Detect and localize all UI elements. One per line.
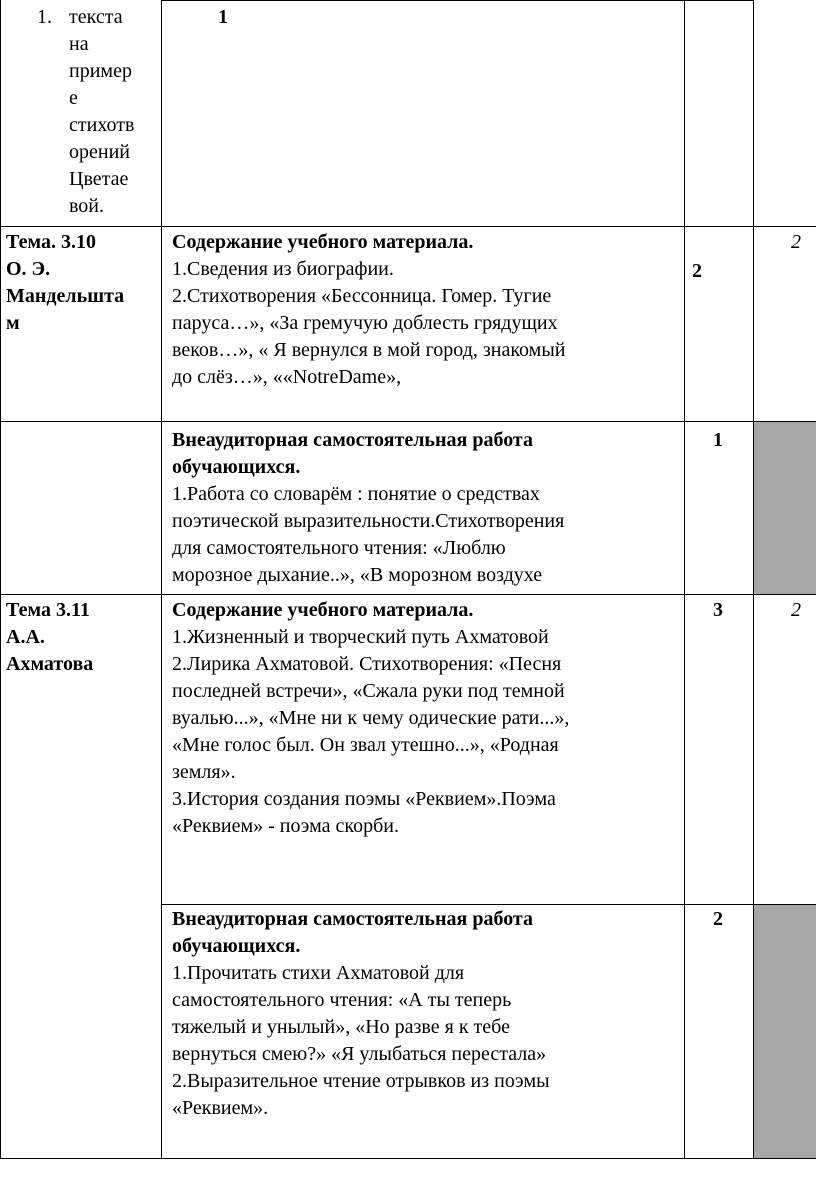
theme-line: орений xyxy=(69,141,130,163)
level-value: 2 xyxy=(791,231,801,253)
grid-line xyxy=(0,1158,816,1159)
theme-cell-tsvetaeva xyxy=(69,4,134,220)
theme-line: Мандельшта xyxy=(6,285,125,307)
theme-line: на xyxy=(69,33,89,55)
content-line: поэтической выразительности.Стихотворения xyxy=(172,510,565,532)
content-cell-akhmatova xyxy=(172,597,569,840)
theme-line: текста xyxy=(69,6,123,28)
content-line: «Мне голос был. Он звал утешно...», «Родная xyxy=(172,734,559,756)
content-line: вернуться смею?» «Я улыбаться перестала» xyxy=(172,1043,547,1065)
shaded-cell-2 xyxy=(753,904,816,1158)
theme-line: м xyxy=(6,312,20,334)
theme-line: е xyxy=(69,87,78,109)
theme-line: вой. xyxy=(69,195,105,217)
content-line: до слёз…», ««NotreDame», xyxy=(172,366,402,388)
content-line: последней встречи», «Сжала руки под темной xyxy=(172,680,565,702)
theme-line: Цветае xyxy=(69,168,129,190)
content-line: 3.История создания поэмы «Реквием».Поэма xyxy=(172,788,556,810)
content-heading: обучающихся. xyxy=(172,935,301,957)
content-line: веков…», « Я вернулся в мой город, знакомый xyxy=(172,339,566,361)
content-line: 1.Прочитать стихи Ахматовой для xyxy=(172,962,465,984)
level-value: 2 xyxy=(791,599,801,621)
content-heading: обучающихся. xyxy=(172,456,301,478)
grid-line xyxy=(161,904,816,905)
hours-value: 1 xyxy=(218,6,228,28)
content-line: тяжелый и унылый», «Но разве я к тебе xyxy=(172,1016,510,1038)
theme-line: О. Э. xyxy=(6,258,51,280)
content-heading: Содержание учебного материала. xyxy=(172,231,474,253)
content-line: 2.Лирика Ахматовой. Стихотворения: «Песня xyxy=(172,653,562,675)
theme-line: Тема 3.11 xyxy=(6,599,90,621)
list-marker: 1. xyxy=(37,6,52,28)
hours-value: 2 xyxy=(713,908,723,930)
content-cell-independent-2 xyxy=(172,906,550,1122)
content-line: 1.Жизненный и творческий путь Ахматовой xyxy=(172,626,549,648)
content-line: паруса…», «За гремучую доблесть грядущих xyxy=(172,312,558,334)
hours-value: 1 xyxy=(713,429,723,451)
grid-line xyxy=(684,0,685,1158)
theme-line: пример xyxy=(69,60,132,82)
grid-line xyxy=(161,0,162,1158)
grid-line xyxy=(0,0,1,1158)
theme-cell-mandelstam xyxy=(6,229,124,337)
content-heading: Содержание учебного материала. xyxy=(172,599,474,621)
content-line: самостоятельного чтения: «А ты теперь xyxy=(172,989,512,1011)
content-heading: Внеаудиторная самостоятельная работа xyxy=(172,429,533,451)
content-heading: Внеаудиторная самостоятельная работа xyxy=(172,908,533,930)
content-line: морозное дыхание..», «В морозном воздухе xyxy=(172,564,543,586)
shaded-cell-1 xyxy=(753,421,816,594)
content-cell-independent-1 xyxy=(172,427,564,589)
grid-line xyxy=(753,0,754,1158)
hours-value: 3 xyxy=(713,599,723,621)
content-line: «Реквием» - поэма скорби. xyxy=(172,815,400,837)
content-line: вуалью...», «Мне ни к чему одические рати...», xyxy=(172,707,570,729)
content-line: для самостоятельного чтения: «Люблю xyxy=(172,537,506,559)
content-cell-mandelstam xyxy=(172,229,565,391)
theme-cell-akhmatova xyxy=(6,597,93,678)
theme-line: Ахматова xyxy=(6,653,94,675)
grid-line xyxy=(0,421,816,422)
theme-line: А.А. xyxy=(6,626,45,648)
theme-line: стихотв xyxy=(69,114,135,136)
grid-line xyxy=(0,594,816,595)
theme-line: Тема. 3.10 xyxy=(6,231,96,253)
content-line: 1.Работа со словарём : понятие о средствах xyxy=(172,483,540,505)
content-line: 1.Сведения из биографии. xyxy=(172,258,394,280)
content-line: 2.Стихотворения «Бессонница. Гомер. Тугие xyxy=(172,285,552,307)
grid-line xyxy=(0,226,816,227)
grid-line xyxy=(161,0,753,1)
content-line: 2.Выразительное чтение отрывков из поэмы xyxy=(172,1070,550,1092)
content-line: «Реквием». xyxy=(172,1097,269,1119)
content-line: земля». xyxy=(172,761,236,783)
hours-value: 2 xyxy=(692,260,702,282)
